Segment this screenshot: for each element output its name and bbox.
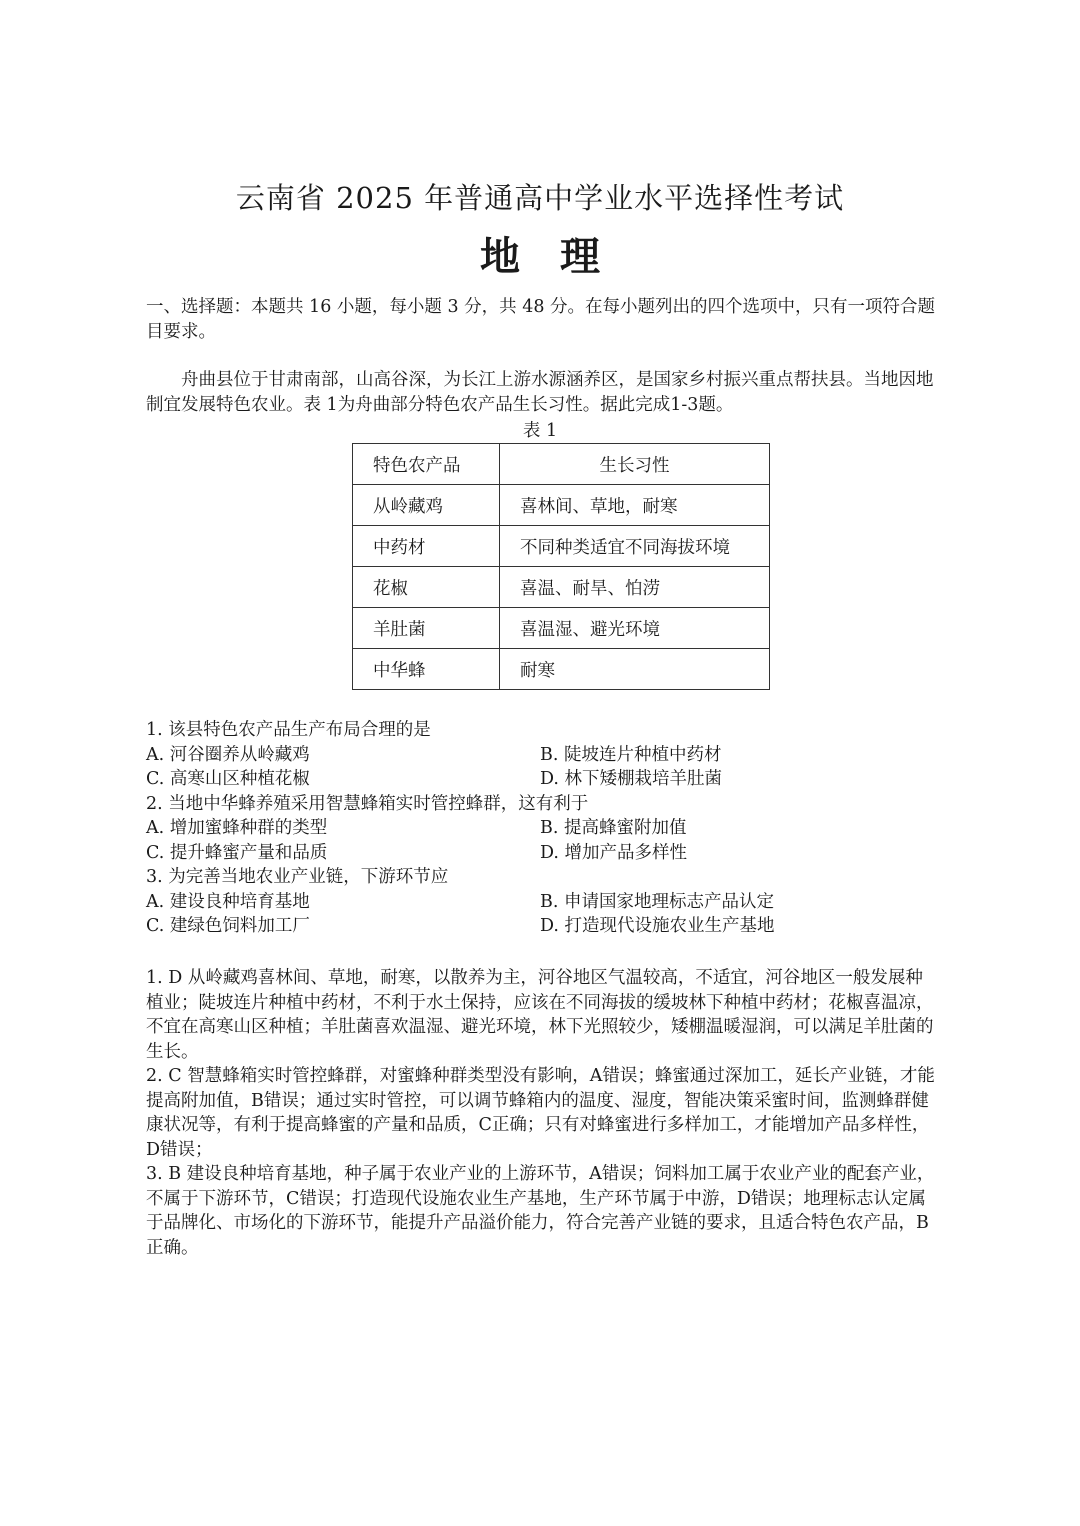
section-heading: 一、选择题：本题共 16 小题，每小题 3 分，共 48 分。在每小题列出的四个选项中，只有一项符合题目要求。: [146, 297, 936, 342]
intro-passage: 舟曲县位于甘肃南部，山高谷深，为长江上游水源涵养区，是国家乡村振兴重点帮扶县。当地因地制宜发展特色农业。表 1为舟曲部分特色农产品生长习性。据此完成1-3题。: [146, 370, 934, 415]
option-row: [146, 890, 936, 915]
option-c: C. 建绿色饲料加工厂: [146, 916, 310, 936]
questions-block: [146, 718, 936, 939]
option-d: D. 增加产品多样性: [540, 842, 688, 863]
option-row: [146, 767, 936, 792]
exam-title: 云南省 2025 年普通高中学业水平选择性考试: [235, 181, 845, 215]
answer-explanation: 2. C 智慧蜂箱实时管控蜂群，对蜜蜂种群类型没有影响，A错误；蜂蜜通过深加工，延长产业链，才能提高附加值，B错误；通过实时管控，可以调节蜂箱内的温度、湿度，智能决策采蜜时间，监测蜂群健康状况等，有利于提高蜂蜜的产量和品质，C正确；只有对蜂蜜进行多样加工，才能增加产品多样性，D错误；: [146, 1066, 935, 1160]
option-b: B. 陡坡连片种植中药材: [540, 744, 722, 765]
table-cell: 花椒: [353, 567, 500, 608]
table-header-row: [353, 444, 770, 485]
table-header-cell: 特色农产品: [353, 444, 500, 485]
option-row: [146, 743, 936, 768]
option-d: D. 林下矮棚栽培羊肚菌: [540, 769, 723, 789]
table-row: [353, 526, 770, 567]
table-cell: 从岭藏鸡: [353, 485, 500, 526]
traits-table: [352, 443, 770, 690]
option-d: D. 打造现代设施农业生产基地: [540, 916, 775, 936]
option-c: C. 高寒山区种植花椒: [146, 769, 310, 789]
option-row: [146, 816, 936, 841]
question-stem: 1. 该县特色农产品生产布局合理的是: [146, 720, 431, 740]
answers-block: [146, 966, 936, 1260]
table-cell: 中华蜂: [353, 649, 500, 690]
option-a: A. 增加蜜蜂种群的类型: [146, 818, 328, 838]
answer-explanation: 1. D 从岭藏鸡喜林间、草地，耐寒，以散养为主，河谷地区气温较高，不适宜，河谷地区一般发展种植业；陡坡连片种植中药材，不利于水土保持，应该在不同海拔的缓坡林下种植中药材；花椒喜温凉，不宜在高寒山区种植；羊肚菌喜欢温湿、避光环境，林下光照较少，矮棚温暖湿润，可以满足羊肚菌的生长。: [146, 968, 934, 1062]
table-caption: 表 1: [522, 421, 558, 441]
table-cell: 喜温、耐旱、怕涝: [500, 567, 770, 608]
table-row: [353, 485, 770, 526]
table-cell: 中药材: [353, 526, 500, 567]
option-b: B. 提高蜂蜜附加值: [540, 818, 687, 838]
option-a: A. 河谷圈养从岭藏鸡: [146, 744, 310, 765]
table-row: [353, 608, 770, 649]
option-row: [146, 914, 936, 939]
table-cell: 耐寒: [500, 649, 770, 690]
table-cell: 喜温湿、避光环境: [500, 608, 770, 649]
table-cell: 不同种类适宜不同海拔环境: [500, 526, 770, 567]
table-row: [353, 567, 770, 608]
option-a: A. 建设良种培育基地: [146, 891, 310, 912]
option-row: [146, 841, 936, 866]
question-stem: 2. 当地中华蜂养殖采用智慧蜂箱实时管控蜂群，这有利于: [146, 793, 589, 814]
table-row: [353, 649, 770, 690]
option-b: B. 申请国家地理标志产品认定: [540, 891, 774, 912]
table-cell: 羊肚菌: [353, 608, 500, 649]
question-stem: 3. 为完善当地农业产业链，下游环节应: [146, 867, 449, 887]
answer-explanation: 3. B 建设良种培育基地，种子属于农业产业的上游环节，A错误；饲料加工属于农业产业的配套产业，不属于下游环节，C错误；打造现代设施农业生产基地，生产环节属于中游，D错误；地理标志认定属于品牌化、市场化的下游环节，能提升产品溢价能力，符合完善产业链的要求，且适合特色农产品，B正确。: [146, 1164, 935, 1258]
subject-title: 地理: [480, 233, 640, 280]
option-c: C. 提升蜂蜜产量和品质: [146, 842, 328, 863]
table-header-cell: 生长习性: [500, 444, 770, 485]
table-cell: 喜林间、草地，耐寒: [500, 485, 770, 526]
